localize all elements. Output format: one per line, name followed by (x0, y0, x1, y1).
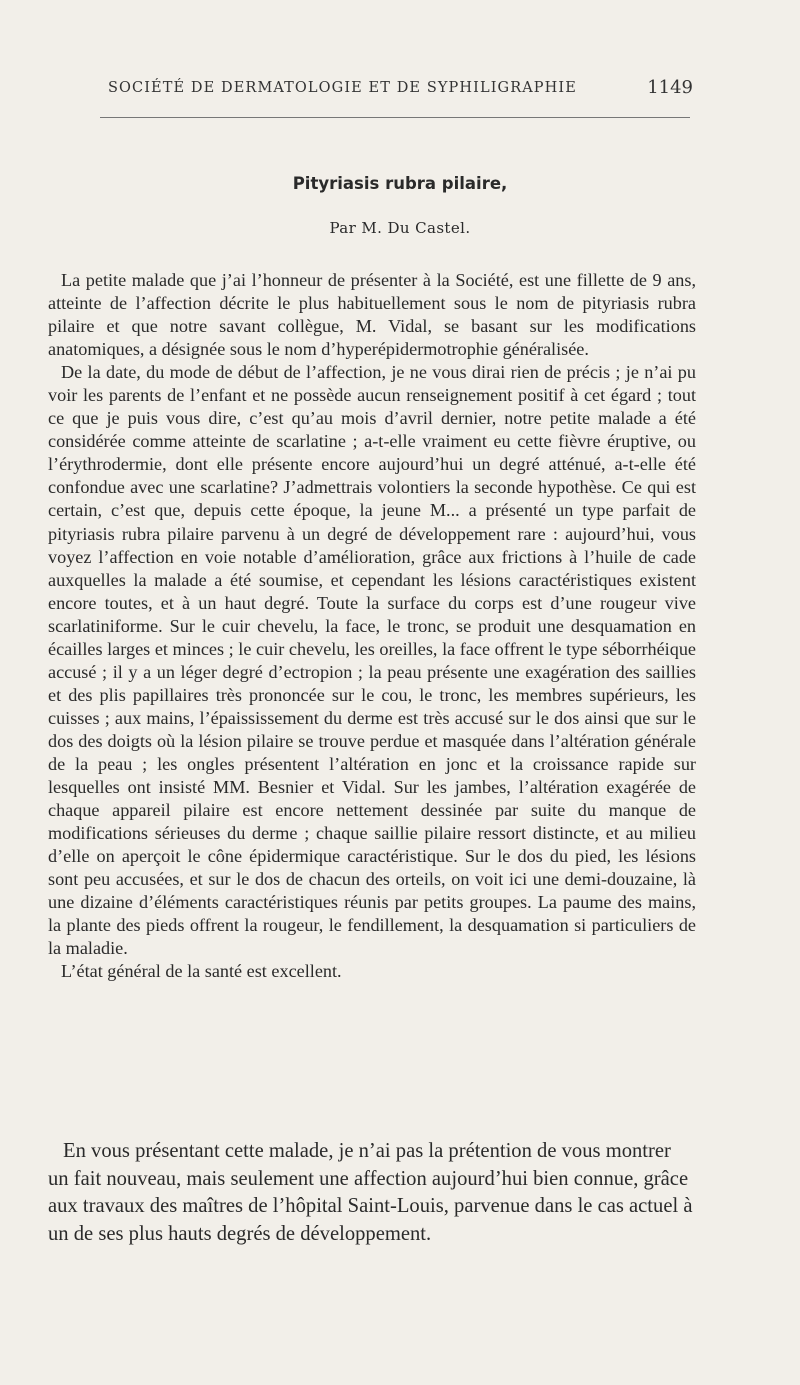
article-title: Pityriasis rubra pilaire, (292, 174, 508, 193)
body-paragraph: L’état général de la santé est excellent. (61, 961, 342, 982)
body-paragraph: De la date, du mode de début de l’affection, je ne vous dirai rien de précis ; je n’ai pu voir les parents de l’enfant et ne possède aucun renseignement positif à cet égard ; tout ce que je puis vous dire, c’est qu’au mois d’avril dernier, notre petite malade a été considérée comme atteinte de scarlatine ; a-t-elle vraiment eu cette fièvre éruptive, ou l’érythrodermie, dont elle présente encore aujourd’hui un degré atténué, a-t-elle été confondue avec une scarlatine? J’admettrais volontiers la seconde hypothèse. Ce qui est certain, c’est que, depuis cette époque, la jeune M... a présenté un type parfait de pityriasis rubra pilaire parvenu à un degré de développement rare : aujourd’hui, vous voyez l’affection en voie notable d’amélioration, grâce aux frictions à l’huile de cade auxquelles la malade a été soumise, et cependant les lésions caractéristiques existent encore toutes, et à un haut degré. Toute la surface du corps est d’une rougeur vive scarlatiniforme. Sur le cuir chevelu, la face, le tronc, se produit une desquamation en écailles larges et minces ; le cuir chevelu, les oreilles, la face offrent le type séborrhéique accusé ; il y a un léger degré d’ectropion ; la peau présente une exagération des saillies et des plis papillaires très prononcée sur le cou, le tronc, les membres supérieurs, les cuisses ; aux mains, l’épaississement du derme est très accusé sur le dos ainsi que sur le dos des doigts où la lésion pilaire se trouve perdue et masquée dans l’altération générale de la peau ; les ongles présentent l’altération en jonc et la croissance rapide sur lesquelles ont insisté MM. Besnier et Vidal. Sur les jambes, l’altération exagérée de chaque appareil pilaire est encore nettement dessinée par suite du manque de modifications sérieuses du derme ; chaque saillie pilaire ressort distincte, et au milieu d’elle on aperçoit le cône épidermique caractéristique. Sur le dos du pied, les lésions sont peu accusées, et sur le dos de chacun des orteils, on voit ici une demi-douzaine, là une dizaine d’éléments caractéristiques réunis par petits groupes. La paume des mains, la plante des pieds offrent la rougeur, le fendillement, la desquamation si particuliers de la maladie. (48, 362, 696, 959)
header-rule (100, 117, 690, 118)
closing-section (48, 1138, 696, 1248)
closing-paragraph: En vous présentant cette malade, je n’ai pas la prétention de vous montrer un fait nouveau, mais seulement une affection aujourd’hui bien connue, grâce aux travaux des maîtres de l’hôpital Saint-Louis, parvenue dans le cas actuel à un de ses plus hauts degrés de développement. (48, 1140, 693, 1245)
article-body (48, 269, 696, 983)
body-paragraph: La petite malade que j’ai l’honneur de présenter à la Société, est une fillette de 9 ans, atteinte de l’affection décrite le plus habituellement sous le nom de pityriasis rubra pilaire et que notre savant collègue, M. Vidal, se basant sur les modifications anatomiques, a désignée sous le nom d’hyperépidermotrophie généralisée. (48, 270, 696, 360)
running-header (108, 77, 693, 98)
running-title: SOCIÉTÉ DE DERMATOLOGIE ET DE SYPHILIGRAPHIE (108, 80, 577, 96)
page-number: 1149 (647, 77, 693, 98)
article-byline: Par M. Du Castel. (329, 219, 471, 237)
